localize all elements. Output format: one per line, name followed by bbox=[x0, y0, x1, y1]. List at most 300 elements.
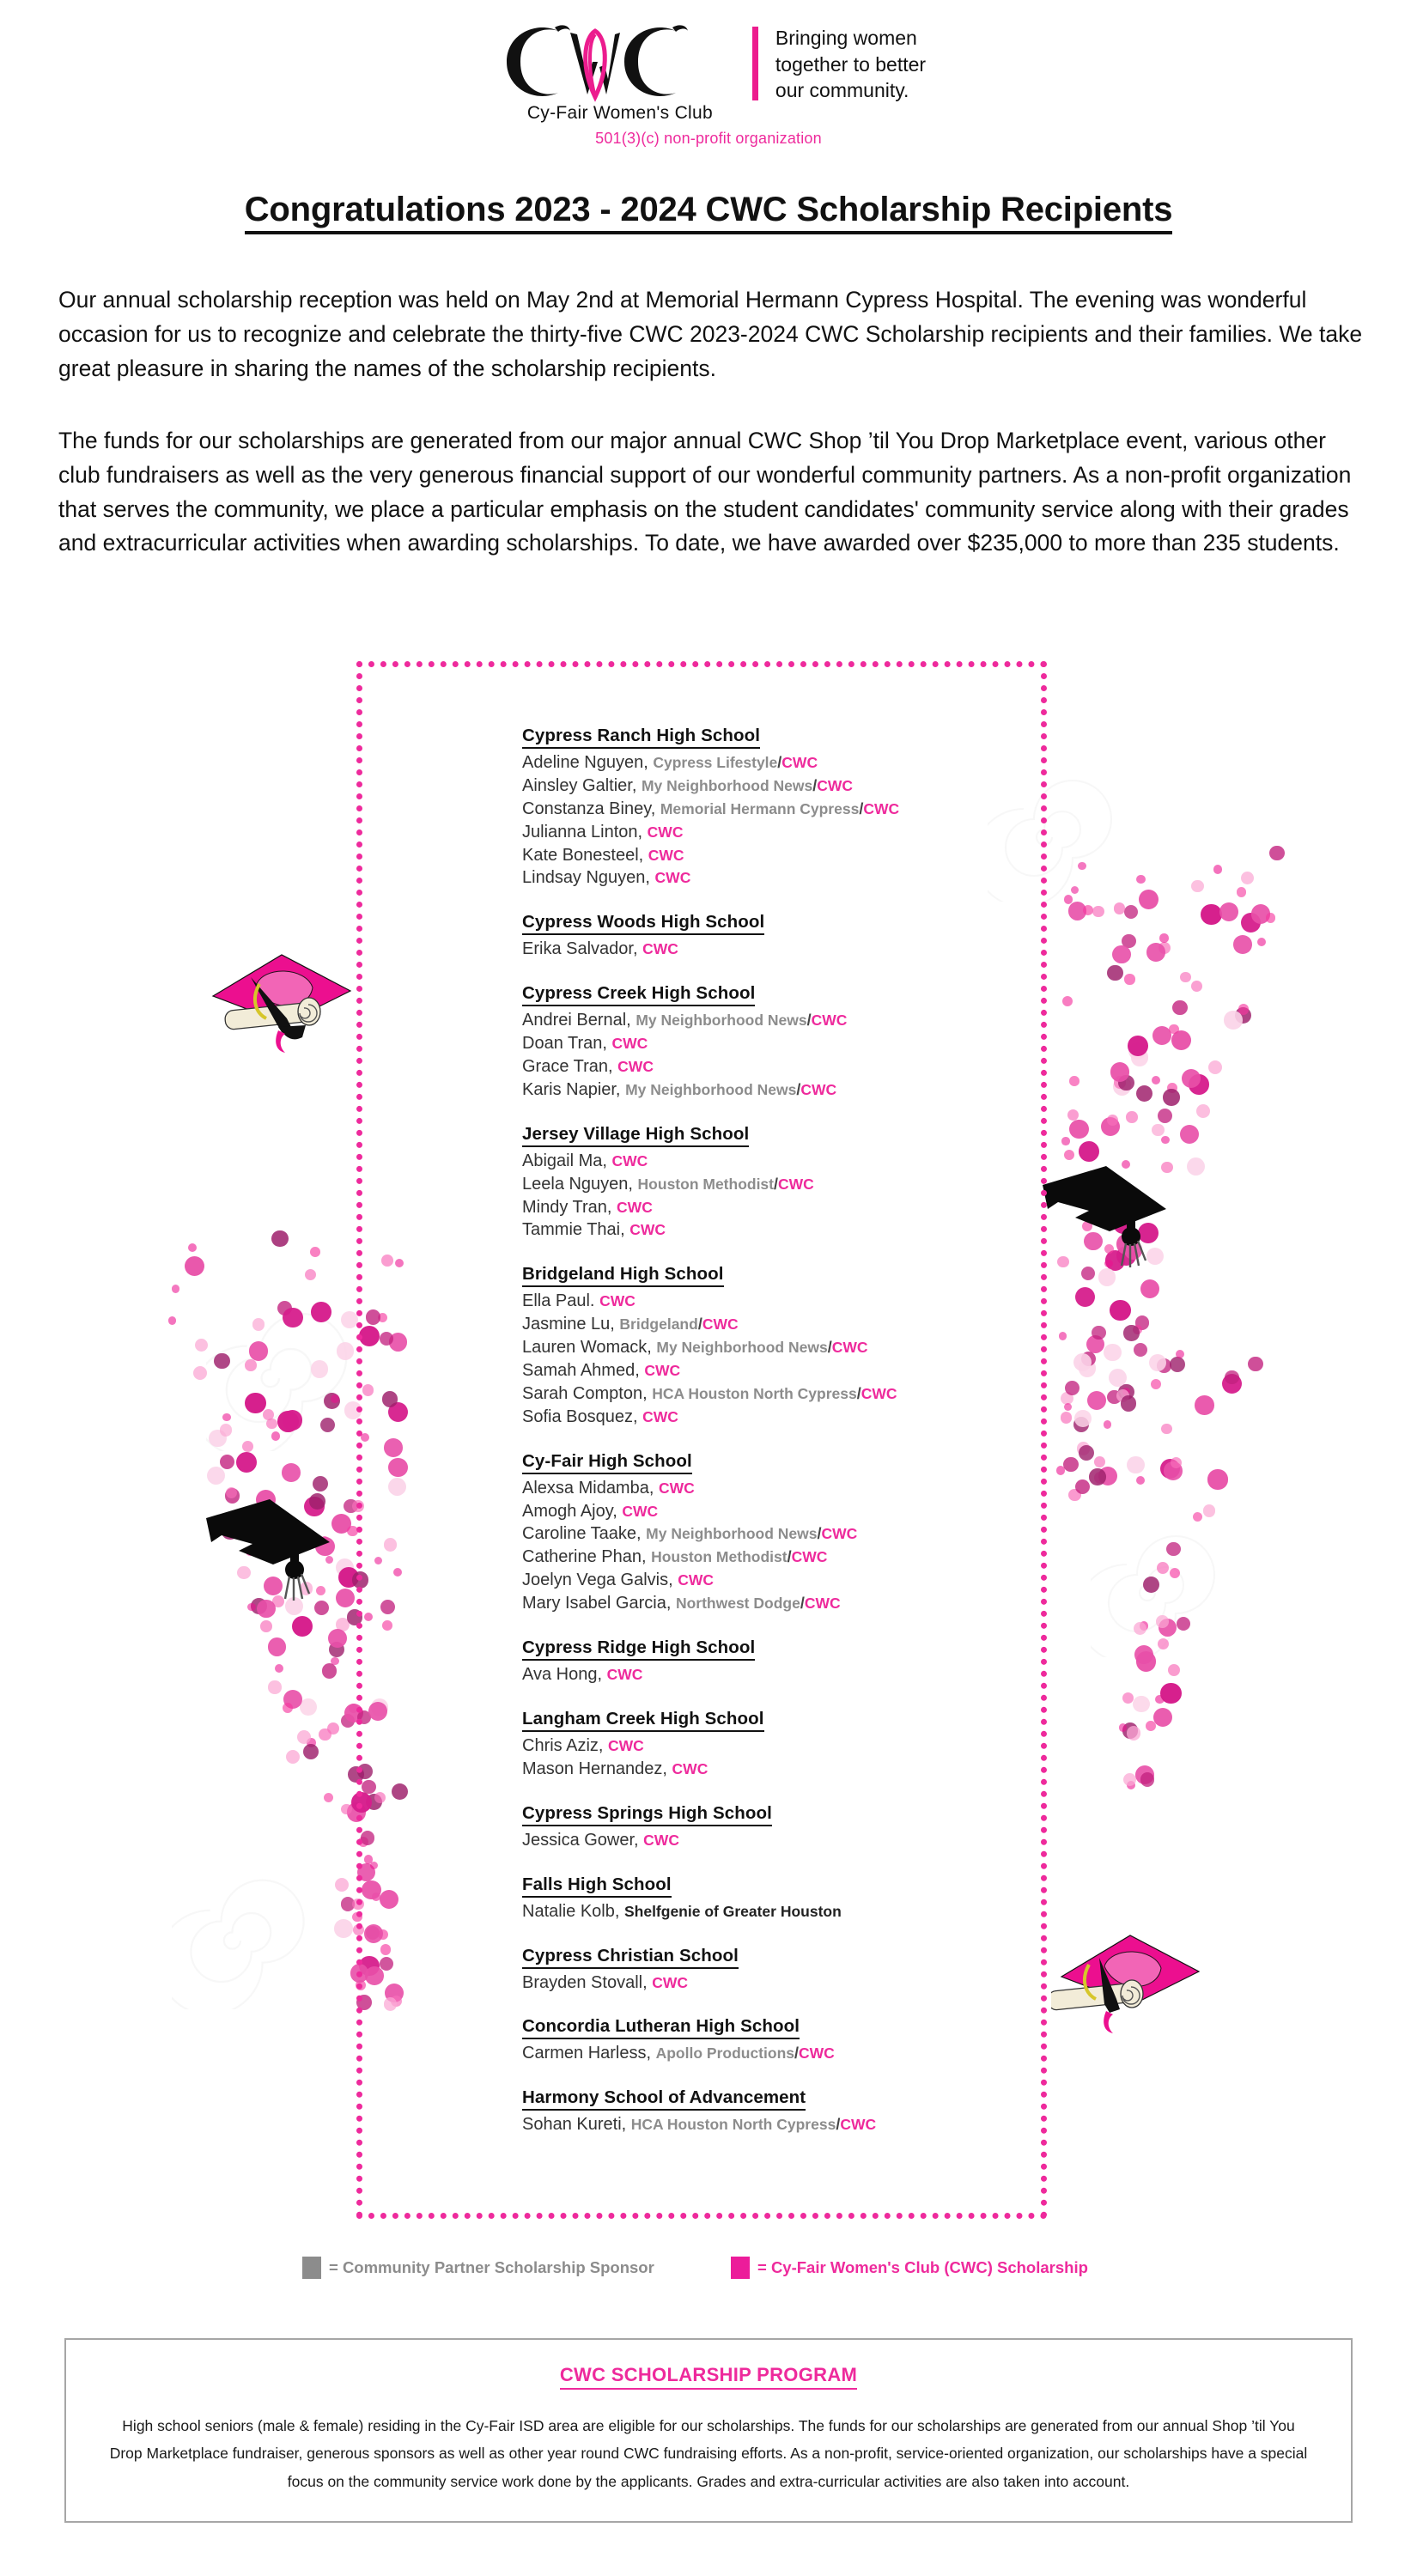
confetti-dot bbox=[1086, 1182, 1100, 1196]
swirl-watermark-icon bbox=[1091, 1528, 1219, 1657]
recipient-row bbox=[522, 1522, 1055, 1546]
confetti-dot bbox=[1136, 1085, 1152, 1102]
sponsor-name: My Neighborhood News bbox=[656, 1339, 828, 1357]
recipient-name: Tammie Thai, bbox=[522, 1220, 625, 1240]
recipient-row bbox=[522, 1150, 1055, 1173]
confetti-dot bbox=[1164, 1461, 1182, 1479]
recipient-row bbox=[522, 1500, 1055, 1523]
recipient-name: Mary Isabel Garcia, bbox=[522, 1594, 672, 1613]
confetti-dot bbox=[1091, 1202, 1110, 1221]
sponsor-name: Houston Methodist bbox=[637, 1175, 774, 1193]
confetti-dot bbox=[1127, 1781, 1136, 1790]
confetti-dot bbox=[1266, 913, 1276, 923]
confetti-dot bbox=[319, 1728, 331, 1741]
confetti-dot bbox=[1159, 933, 1168, 942]
confetti-dot bbox=[300, 1582, 313, 1595]
confetti-dot bbox=[1213, 865, 1223, 874]
legend-item-community-partner bbox=[302, 2257, 654, 2279]
confetti-dot bbox=[1063, 1457, 1079, 1473]
separator-slash: / bbox=[817, 1525, 822, 1543]
confetti-dot bbox=[1224, 1011, 1242, 1029]
recipient-row bbox=[522, 1336, 1055, 1359]
cwc-award-tag: CWC bbox=[622, 1502, 659, 1520]
confetti-dot bbox=[310, 1247, 320, 1257]
confetti-dot bbox=[1064, 1150, 1074, 1160]
confetti-dot bbox=[336, 1589, 355, 1607]
confetti-dot bbox=[1104, 1244, 1114, 1254]
recipient-row bbox=[522, 1359, 1055, 1382]
confetti-dot bbox=[1149, 1354, 1166, 1371]
cwc-logo-mark bbox=[491, 15, 749, 123]
confetti-dot bbox=[1118, 1075, 1134, 1091]
school-block bbox=[522, 726, 1055, 890]
confetti-dot bbox=[1191, 880, 1204, 893]
confetti-dot bbox=[1101, 1117, 1121, 1137]
confetti-dot bbox=[1117, 1078, 1131, 1091]
header bbox=[0, 15, 1417, 148]
cwc-award-tag: CWC bbox=[611, 1151, 648, 1170]
confetti-dot bbox=[327, 1722, 339, 1735]
confetti-dot bbox=[1151, 1379, 1161, 1389]
cwc-award-tag: CWC bbox=[617, 1058, 654, 1076]
recipient-row bbox=[522, 1173, 1055, 1196]
confetti-dot bbox=[316, 1586, 325, 1595]
recipient-name: Doan Tran, bbox=[522, 1034, 607, 1054]
confetti-dot bbox=[1123, 1773, 1136, 1786]
school-block bbox=[522, 1124, 1055, 1242]
confetti-dot bbox=[315, 1537, 335, 1557]
school-block bbox=[522, 1946, 1055, 1995]
confetti-dot bbox=[1073, 1417, 1089, 1432]
confetti-dot bbox=[331, 1657, 338, 1665]
confetti-dot bbox=[1113, 1078, 1131, 1096]
confetti-dot bbox=[1136, 1476, 1145, 1485]
confetti-dot bbox=[1136, 875, 1145, 884]
confetti-dot bbox=[341, 1897, 355, 1911]
school-block bbox=[522, 2016, 1055, 2065]
cwc-award-tag: CWC bbox=[672, 1759, 708, 1777]
confetti-dot bbox=[1152, 1026, 1171, 1045]
gray-swatch-icon bbox=[302, 2257, 321, 2279]
recipient-name: Abigail Ma, bbox=[522, 1151, 607, 1170]
cwc-award-tag: CWC bbox=[831, 1339, 868, 1357]
confetti-dot bbox=[1161, 1424, 1172, 1435]
recipient-name: Ava Hong, bbox=[522, 1665, 603, 1685]
recipient-row bbox=[522, 1758, 1055, 1781]
confetti-dot bbox=[1092, 1180, 1105, 1194]
confetti-dot bbox=[1182, 1069, 1201, 1088]
intro-paragraph-2: The funds for our scholarships are generated from our major annual CWC Shop ’til You Drop Marketplace event, various other club fundraisers as well as the very generous financial support of our wonderful community partners. As a non-profit organization that serves the community, we place a particular emphasis on the student candidates' community service along with their grades and extracurricular activities when awarding scholarships. To date, we have awarded over $235,000 to more than 235 students. bbox=[58, 428, 1352, 556]
cwc-award-tag: CWC bbox=[611, 1035, 648, 1053]
recipient-name: Adeline Nguyen, bbox=[522, 753, 648, 772]
confetti-dot bbox=[1124, 905, 1138, 919]
recipient-name: Kate Bonesteel, bbox=[522, 845, 644, 865]
confetti-dot bbox=[1140, 1279, 1159, 1298]
school-block bbox=[522, 2087, 1055, 2136]
confetti-dot bbox=[1169, 1024, 1179, 1035]
legend-item-cwc bbox=[731, 2257, 1088, 2279]
confetti-dot bbox=[1269, 846, 1284, 860]
confetti-dot bbox=[1238, 1004, 1249, 1014]
school-name: Cypress Creek High School bbox=[522, 983, 755, 1006]
confetti-dot bbox=[275, 1664, 283, 1673]
confetti-dot bbox=[314, 1601, 329, 1615]
school-name: Falls High School bbox=[522, 1874, 672, 1898]
confetti-dot bbox=[1195, 1395, 1214, 1415]
pink-swatch-icon bbox=[731, 2257, 750, 2279]
sponsor-name: Bridgeland bbox=[619, 1315, 698, 1334]
confetti-dot bbox=[1068, 1489, 1080, 1501]
cwc-award-tag: CWC bbox=[652, 1973, 688, 1991]
confetti-dot bbox=[1146, 1721, 1156, 1731]
confetti-dot bbox=[285, 1597, 303, 1615]
confetti-dot bbox=[1082, 1221, 1092, 1231]
confetti-dot bbox=[292, 1616, 313, 1637]
recipient-name: Mason Hernandez, bbox=[522, 1759, 667, 1778]
recipient-row bbox=[522, 1406, 1055, 1429]
recipient-name: Sarah Compton, bbox=[522, 1383, 648, 1403]
confetti-dot bbox=[1067, 1109, 1079, 1121]
recipient-name: Catherine Phan, bbox=[522, 1547, 647, 1567]
recipient-name: Erika Salvador, bbox=[522, 939, 638, 959]
confetti-dot bbox=[1089, 1468, 1105, 1485]
footer-title: CWC SCHOLARSHIP PROGRAM bbox=[560, 2364, 857, 2390]
confetti-dot bbox=[168, 1316, 177, 1325]
tagline-line-1: Bringing women bbox=[775, 26, 917, 49]
confetti-dot bbox=[1079, 1445, 1094, 1461]
confetti-dot bbox=[283, 1703, 293, 1713]
confetti-dot bbox=[322, 1663, 338, 1679]
cwc-award-tag: CWC bbox=[781, 754, 818, 771]
separator-slash: / bbox=[800, 1595, 805, 1613]
confetti-dot bbox=[1112, 945, 1131, 964]
confetti-dot bbox=[1187, 1157, 1205, 1176]
black-graduation-cap-icon bbox=[204, 1494, 342, 1606]
sponsor-name: My Neighborhood News bbox=[625, 1080, 797, 1098]
recipient-name: Jessica Gower, bbox=[522, 1830, 639, 1850]
cwc-award-tag: CWC bbox=[863, 799, 900, 817]
intro-paragraph-1: Our annual scholarship reception was held on May 2nd at Memorial Hermann Cypress Hospital. The evening was wonderful occasion for us to recognize and celebrate the thirty-five CWC 2023-2024 CWC Scholarship recipients and their families. We take great pleasure in sharing the names of the scholarship recipients. bbox=[58, 287, 1363, 381]
cwc-award-tag: CWC bbox=[791, 1548, 828, 1566]
recipient-row bbox=[522, 866, 1055, 890]
cwc-award-tag: CWC bbox=[608, 1736, 644, 1754]
separator-slash: / bbox=[777, 754, 782, 771]
recipient-name: Alexsa Midamba, bbox=[522, 1478, 654, 1498]
school-block bbox=[522, 983, 1055, 1102]
separator-slash: / bbox=[794, 2044, 800, 2063]
sponsor-name: HCA Houston North Cypress bbox=[652, 1384, 857, 1402]
cwc-award-tag: CWC bbox=[811, 1012, 848, 1030]
confetti-dot bbox=[1168, 1664, 1180, 1676]
confetti-dot bbox=[1110, 1300, 1131, 1321]
confetti-dot bbox=[1170, 1357, 1185, 1372]
school-name: Langham Creek High School bbox=[522, 1709, 764, 1732]
confetti-dot bbox=[334, 1919, 352, 1937]
recipient-name: Leela Nguyen, bbox=[522, 1174, 633, 1194]
confetti-dot bbox=[303, 1744, 319, 1760]
recipient-row bbox=[522, 1546, 1055, 1569]
recipient-name: Grace Tran, bbox=[522, 1057, 613, 1077]
confetti-dot bbox=[336, 1558, 354, 1577]
confetti-dot bbox=[328, 1629, 347, 1648]
confetti-dot bbox=[1100, 1218, 1109, 1226]
confetti-dot bbox=[1062, 996, 1073, 1006]
recipient-name: Lindsay Nguyen, bbox=[522, 868, 650, 888]
confetti-dot bbox=[1161, 1136, 1170, 1145]
confetti-dot bbox=[1105, 1250, 1125, 1270]
recipient-name: Chris Aziz, bbox=[522, 1735, 604, 1755]
confetti-dot bbox=[1094, 1456, 1105, 1467]
confetti-dot bbox=[1219, 902, 1238, 921]
school-block bbox=[522, 1709, 1055, 1781]
confetti-dot bbox=[1131, 1048, 1149, 1066]
confetti-dot bbox=[1237, 887, 1246, 896]
confetti-dot bbox=[1138, 1223, 1159, 1243]
confetti-dot bbox=[1127, 1456, 1145, 1474]
confetti-dot bbox=[1079, 1141, 1099, 1162]
confetti-dot bbox=[251, 1598, 267, 1614]
cwc-award-tag: CWC bbox=[629, 1221, 666, 1239]
cwc-award-tag: CWC bbox=[642, 1407, 678, 1425]
confetti-dot bbox=[1171, 1030, 1191, 1050]
confetti-dot bbox=[1191, 981, 1202, 992]
cwc-award-tag: CWC bbox=[642, 940, 678, 958]
sponsor-name: My Neighborhood News bbox=[641, 776, 813, 794]
confetti-dot bbox=[297, 1730, 311, 1744]
recipient-name: Ainsley Galtier, bbox=[522, 775, 637, 795]
confetti-dot bbox=[272, 1595, 284, 1607]
recipient-name: Karis Napier, bbox=[522, 1079, 621, 1099]
confetti-dot bbox=[1152, 1124, 1165, 1137]
confetti-dot bbox=[1081, 1352, 1097, 1367]
confetti-dot bbox=[313, 1476, 328, 1492]
cwc-award-tag: CWC bbox=[800, 1080, 837, 1098]
confetti-dot bbox=[1134, 1343, 1147, 1357]
confetti-dot bbox=[1233, 935, 1252, 954]
recipient-name: Brayden Stovall, bbox=[522, 1972, 648, 1992]
confetti-dot bbox=[1146, 943, 1165, 962]
cwc-award-tag: CWC bbox=[821, 1525, 858, 1543]
confetti-dot bbox=[309, 1493, 325, 1510]
recipient-row bbox=[522, 938, 1055, 961]
confetti-dot bbox=[1135, 1315, 1149, 1329]
confetti-dot bbox=[1116, 1234, 1136, 1254]
separator-slash: / bbox=[806, 1012, 812, 1030]
cwc-award-tag: CWC bbox=[658, 1479, 695, 1497]
confetti-dot bbox=[1081, 1267, 1096, 1281]
recipient-row bbox=[522, 1032, 1055, 1055]
recipient-name: Ella Paul. bbox=[522, 1291, 595, 1311]
swirl-watermark-icon bbox=[172, 1872, 309, 2009]
separator-slash: / bbox=[856, 1384, 861, 1402]
nonprofit-status: 501(3)(c) non-profit organization bbox=[595, 130, 822, 147]
confetti-dot bbox=[1098, 1194, 1110, 1205]
cwc-logo bbox=[491, 15, 927, 123]
confetti-dot bbox=[1056, 1466, 1065, 1474]
sponsor-name: Shelfgenie of Greater Houston bbox=[623, 1902, 842, 1920]
confetti-dot bbox=[1113, 1213, 1134, 1234]
recipient-row bbox=[522, 1078, 1055, 1102]
confetti-dot bbox=[1128, 1036, 1148, 1056]
confetti-dot bbox=[1118, 1384, 1134, 1400]
recipient-name: Samah Ahmed, bbox=[522, 1361, 640, 1381]
confetti-dot bbox=[1061, 1137, 1069, 1145]
tagline-line-2: together to better bbox=[775, 52, 927, 76]
confetti-dot bbox=[1257, 938, 1266, 946]
confetti-dot bbox=[193, 1366, 207, 1380]
confetti-dot bbox=[1122, 1160, 1130, 1169]
confetti-dot bbox=[1123, 1325, 1139, 1340]
recipient-name: Mindy Tran, bbox=[522, 1197, 612, 1217]
recipient-name: Constanza Biney, bbox=[522, 799, 656, 818]
cwc-award-tag: CWC bbox=[799, 2044, 835, 2063]
confetti-dot bbox=[1082, 1181, 1098, 1196]
confetti-dot bbox=[1203, 1504, 1216, 1517]
confetti-dot bbox=[1222, 1374, 1242, 1394]
confetti-dot bbox=[220, 1455, 235, 1470]
confetti-dot bbox=[1241, 872, 1254, 884]
confetti-dot bbox=[1241, 913, 1261, 933]
confetti-dot bbox=[1171, 1457, 1182, 1468]
confetti-dot bbox=[1161, 1162, 1173, 1174]
school-name: Cy-Fair High School bbox=[522, 1451, 692, 1474]
cwc-award-tag: CWC bbox=[643, 1831, 679, 1849]
confetti-dot bbox=[247, 1603, 255, 1611]
confetti-dot bbox=[264, 1577, 283, 1595]
confetti-dot bbox=[1110, 1062, 1130, 1082]
recipient-name: Lauren Womack, bbox=[522, 1338, 652, 1358]
school-name: Cypress Christian School bbox=[522, 1946, 739, 1969]
confetti-dot bbox=[1083, 905, 1093, 915]
confetti-dot bbox=[246, 1547, 254, 1556]
confetti-dot bbox=[1152, 1076, 1160, 1084]
separator-slash: / bbox=[774, 1175, 779, 1193]
confetti-dot bbox=[1160, 1459, 1180, 1479]
recipient-name: Sofia Bosquez, bbox=[522, 1406, 638, 1426]
confetti-dot bbox=[1124, 974, 1134, 984]
confetti-dot bbox=[1098, 1268, 1116, 1285]
sponsor-name: Cypress Lifestyle bbox=[653, 754, 778, 771]
cwc-award-tag: CWC bbox=[804, 1595, 841, 1613]
confetti-dot bbox=[1087, 1391, 1106, 1410]
confetti-dot bbox=[307, 1738, 316, 1747]
sponsor-name: Houston Methodist bbox=[651, 1548, 788, 1566]
confetti-dot bbox=[1075, 1479, 1091, 1495]
school-name: Harmony School of Advancement bbox=[522, 2087, 806, 2111]
school-block bbox=[522, 1874, 1055, 1923]
recipient-row bbox=[522, 1290, 1055, 1313]
cwc-award-tag: CWC bbox=[678, 1571, 715, 1589]
confetti-dot bbox=[1073, 1353, 1092, 1371]
confetti-dot bbox=[341, 1804, 352, 1815]
recipient-row bbox=[522, 1218, 1055, 1242]
cwc-award-tag: CWC bbox=[840, 2116, 877, 2134]
confetti-dot bbox=[1146, 1248, 1164, 1265]
confetti-dot bbox=[1163, 1089, 1180, 1106]
confetti-dot bbox=[1128, 1042, 1146, 1060]
confetti-dot bbox=[236, 1452, 257, 1473]
separator-slash: / bbox=[827, 1339, 832, 1357]
recipient-row bbox=[522, 1477, 1055, 1500]
confetti-dot bbox=[329, 1642, 344, 1657]
black-graduation-cap-icon bbox=[1041, 1161, 1178, 1273]
recipient-row bbox=[522, 775, 1055, 798]
confetti-dot bbox=[1104, 1260, 1113, 1268]
confetti-dot bbox=[1140, 1772, 1154, 1786]
recipient-row bbox=[522, 1971, 1055, 1995]
confetti-dot bbox=[1122, 934, 1135, 948]
recipient-name: Andrei Bernal, bbox=[522, 1011, 631, 1030]
confetti-dot bbox=[1061, 1412, 1073, 1424]
logo-tagline bbox=[775, 25, 926, 109]
separator-slash: / bbox=[836, 2116, 841, 2134]
confetti-dot bbox=[1109, 1369, 1127, 1387]
page-title-text: Congratulations 2023 - 2024 CWC Scholarship Recipients bbox=[245, 191, 1173, 234]
recipient-name: Jasmine Lu, bbox=[522, 1315, 615, 1334]
confetti-dot bbox=[278, 1528, 296, 1546]
confetti-dot bbox=[1057, 1256, 1068, 1267]
recipient-row bbox=[522, 1663, 1055, 1686]
confetti-dot bbox=[1084, 1232, 1103, 1251]
school-block bbox=[522, 1637, 1055, 1686]
tagline-line-3: our community. bbox=[775, 79, 909, 102]
confetti-dot bbox=[257, 1600, 276, 1619]
confetti-dot bbox=[1208, 1060, 1222, 1074]
confetti-dot bbox=[331, 1514, 351, 1534]
confetti-dot bbox=[1116, 1389, 1129, 1402]
confetti-dot bbox=[304, 1497, 324, 1516]
confetti-dot bbox=[1160, 1683, 1182, 1704]
cwc-award-tag: CWC bbox=[778, 1175, 814, 1193]
confetti-dot bbox=[1059, 1332, 1067, 1340]
recipient-row bbox=[522, 1009, 1055, 1032]
cwc-award-tag: CWC bbox=[599, 1292, 636, 1310]
confetti-dot bbox=[1069, 1076, 1079, 1086]
confetti-dot bbox=[1157, 1358, 1171, 1372]
confetti-dot bbox=[341, 1714, 355, 1728]
separator-slash: / bbox=[697, 1315, 702, 1334]
recipient-row bbox=[522, 844, 1055, 867]
confetti-dot bbox=[325, 1556, 333, 1564]
confetti-dot bbox=[1075, 1287, 1095, 1307]
swirl-watermark-icon bbox=[206, 1305, 352, 1451]
school-block bbox=[522, 1803, 1055, 1852]
confetti-dot bbox=[1172, 1000, 1187, 1015]
confetti-dot bbox=[237, 1566, 250, 1579]
recipient-row bbox=[522, 821, 1055, 844]
confetti-dot bbox=[305, 1269, 316, 1280]
footer-body: High school seniors (male & female) residing in the Cy-Fair ISD area are eligible for our scholarships. The funds for our scholarships are generated from our annual Shop ’til You Drop Marketplace fundraiser, generous sponsors as well as other year round CWC fundraising efforts. As a non-profit, service-oriented organization, our scholarships have a special focus on the community service work done by the applicants. Grades and extra-curricular activities are also taken into account. bbox=[109, 2417, 1308, 2490]
confetti-dot bbox=[1104, 1344, 1121, 1361]
legend-label-cwc: = Cy-Fair Women's Club (CWC) Scholarship bbox=[757, 2258, 1088, 2276]
confetti-dot bbox=[1251, 904, 1270, 923]
confetti-dot bbox=[1127, 1726, 1140, 1740]
confetti-dot bbox=[260, 1620, 272, 1632]
recipient-name: Sohan Kureti, bbox=[522, 2115, 627, 2135]
school-name: Concordia Lutheran High School bbox=[522, 2016, 800, 2039]
confetti-dot bbox=[1135, 1765, 1154, 1784]
recipients-list bbox=[522, 726, 1055, 2136]
sponsor-name: Apollo Productions bbox=[655, 2044, 794, 2063]
confetti-cluster-right bbox=[1056, 841, 1288, 1494]
confetti-dot bbox=[1079, 1359, 1097, 1377]
confetti-dot bbox=[1107, 965, 1123, 981]
confetti-dot bbox=[1104, 1420, 1112, 1429]
confetti-dot bbox=[1180, 1125, 1199, 1144]
recipient-name: Caroline Taake, bbox=[522, 1524, 642, 1544]
separator-slash: / bbox=[787, 1548, 792, 1566]
sponsor-name: Memorial Hermann Cypress bbox=[660, 799, 860, 817]
